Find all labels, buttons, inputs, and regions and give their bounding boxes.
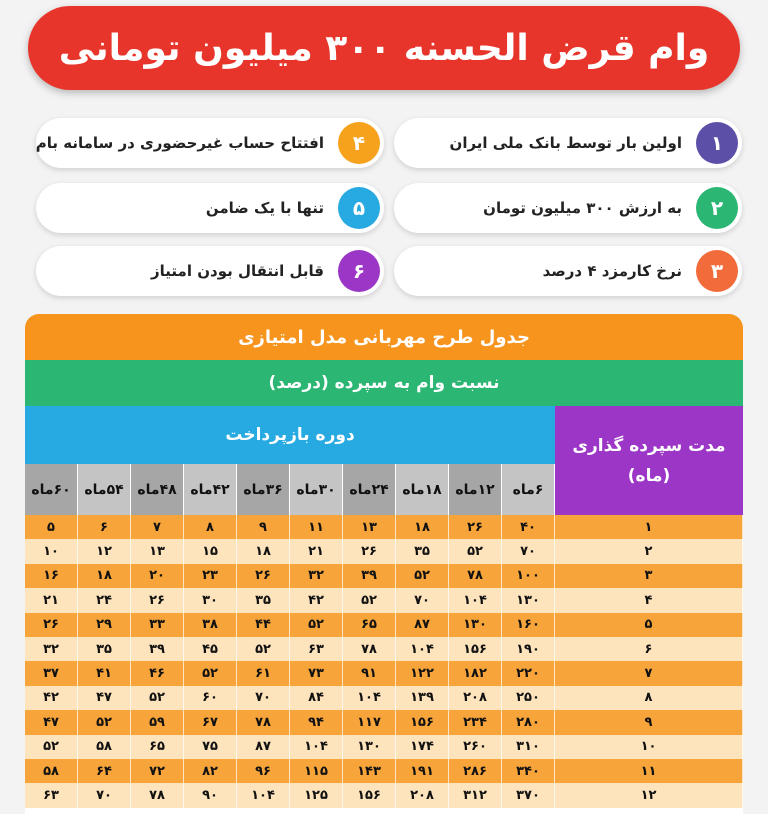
- feature-item-3: [394, 246, 742, 296]
- table-cell: ۲۸۶: [449, 759, 502, 783]
- table-cell: ۱۸۲: [449, 661, 502, 685]
- table-cell: ۱۸: [237, 539, 290, 563]
- table-cell: ۳۷۰: [502, 783, 555, 807]
- table-cell: ۸۴: [290, 686, 343, 710]
- table-cell: ۳۷: [25, 661, 78, 685]
- feature-number-badge: ۵: [338, 187, 380, 229]
- table-cell: ۱۴۳: [343, 759, 396, 783]
- table-cell: ۵۲: [290, 613, 343, 637]
- feature-text: به ارزش ۳۰۰ میلیون تومان: [483, 199, 682, 217]
- table-cell: ۷۰: [237, 686, 290, 710]
- feature-item-2: [394, 183, 742, 233]
- table-cell: ۶۳: [25, 783, 78, 807]
- table-cell: ۲۱: [290, 539, 343, 563]
- column-header: ۴۸ماه: [131, 464, 184, 515]
- table-cell: ۵۲: [396, 564, 449, 588]
- feature-number-badge: ۳: [696, 250, 738, 292]
- table-cell: ۴۱: [78, 661, 131, 685]
- table-cell: ۶۵: [343, 613, 396, 637]
- table-cell: ۱۹۱: [396, 759, 449, 783]
- table-cell: ۴۵: [184, 637, 237, 661]
- table-cell: ۷۳: [290, 661, 343, 685]
- table-cell: ۱۳۰: [343, 735, 396, 759]
- table-cell: ۴۷: [25, 710, 78, 734]
- table-cell: ۲۱: [25, 588, 78, 612]
- table-cell: ۱۰۴: [396, 637, 449, 661]
- table-title: جدول طرح مهربانی مدل امتیازی: [25, 314, 743, 360]
- table-row-period: ۱۰: [555, 735, 743, 759]
- table-cell: ۵۲: [343, 588, 396, 612]
- table-cell: ۲۸۰: [502, 710, 555, 734]
- table-row-period: ۱۲: [555, 783, 743, 807]
- table-cell: ۳۵: [237, 588, 290, 612]
- table-cell: ۸۷: [396, 613, 449, 637]
- table-cell: ۱۸: [396, 515, 449, 539]
- feature-number-badge: ۱: [696, 122, 738, 164]
- table-cell: ۴۲: [290, 588, 343, 612]
- feature-item-4: [36, 118, 384, 168]
- table-row-period: ۱۱: [555, 759, 743, 783]
- deposit-period-unit: (ماه): [627, 465, 671, 486]
- table-cell: ۵۸: [25, 759, 78, 783]
- table-cell: ۳۱۲: [449, 783, 502, 807]
- feature-item-5: [36, 183, 384, 233]
- table-cell: ۷۲: [131, 759, 184, 783]
- page-title: وام قرض الحسنه ۳۰۰ میلیون تومانی: [58, 27, 710, 69]
- table-row-period: ۵: [555, 613, 743, 637]
- table-row-period: ۹: [555, 710, 743, 734]
- table-cell: ۱۶: [25, 564, 78, 588]
- table-cell: ۳۱۰: [502, 735, 555, 759]
- deposit-period-label: مدت سپرده گذاری: [572, 435, 726, 456]
- column-header: ۳۰ماه: [290, 464, 343, 515]
- table-cell: ۲۰۸: [449, 686, 502, 710]
- column-header: ۱۸ماه: [396, 464, 449, 515]
- table-cell: ۷۸: [237, 710, 290, 734]
- table-cell: ۹۴: [290, 710, 343, 734]
- table-cell: ۱۱۵: [290, 759, 343, 783]
- table-cell: ۶۳: [290, 637, 343, 661]
- table-cell: ۷: [131, 515, 184, 539]
- repayment-period-header: دوره بازپرداخت: [25, 406, 555, 464]
- table-cell: ۱۳۰: [502, 588, 555, 612]
- table-cell: ۲۴: [78, 588, 131, 612]
- table-cell: ۴۶: [131, 661, 184, 685]
- table-cell: ۲۰: [131, 564, 184, 588]
- table-cell: ۶۵: [131, 735, 184, 759]
- table-cell: ۲۵۰: [502, 686, 555, 710]
- table-cell: ۸۲: [184, 759, 237, 783]
- feature-text: قابل انتقال بودن امتیاز: [151, 262, 324, 280]
- table-cell: ۵۲: [131, 686, 184, 710]
- table-cell: ۷۵: [184, 735, 237, 759]
- table-cell: ۱۵۶: [449, 637, 502, 661]
- table-cell: ۱۳۰: [449, 613, 502, 637]
- table-cell: ۶: [78, 515, 131, 539]
- table-cell: ۲۶: [25, 613, 78, 637]
- table-cell: ۱۱۷: [343, 710, 396, 734]
- table-cell: ۳۲: [25, 637, 78, 661]
- feature-text: تنها با یک ضامن: [205, 199, 324, 217]
- table-row-period: ۴: [555, 588, 743, 612]
- table-subtitle: نسبت وام به سپرده (درصد): [25, 360, 743, 406]
- table-cell: ۱۸: [78, 564, 131, 588]
- column-header: ۳۶ماه: [237, 464, 290, 515]
- table-cell: ۲۹: [78, 613, 131, 637]
- table-cell: ۶۱: [237, 661, 290, 685]
- table-row-period: ۲: [555, 539, 743, 563]
- table-cell: ۶۰: [184, 686, 237, 710]
- table-row-period: ۱: [555, 515, 743, 539]
- table-cell: ۶۴: [78, 759, 131, 783]
- feature-text: اولین بار توسط بانک ملی ایران: [449, 134, 682, 152]
- table-cell: ۱۲۲: [396, 661, 449, 685]
- table-cell: ۲۶: [343, 539, 396, 563]
- table-cell: ۷۰: [78, 783, 131, 807]
- table-cell: ۵۲: [237, 637, 290, 661]
- feature-number-badge: ۶: [338, 250, 380, 292]
- table-cell: ۳۸: [184, 613, 237, 637]
- feature-text: نرخ کارمزد ۴ درصد: [542, 262, 682, 280]
- column-header: ۶۰ماه: [25, 464, 78, 515]
- feature-number-badge: ۴: [338, 122, 380, 164]
- table-row-period: ۶: [555, 637, 743, 661]
- table-cell: ۱۲۵: [290, 783, 343, 807]
- table-cell: ۹۶: [237, 759, 290, 783]
- table-cell: ۷۸: [131, 783, 184, 807]
- table-cell: ۱۶۰: [502, 613, 555, 637]
- table-cell: ۴۷: [78, 686, 131, 710]
- table-cell: ۴۴: [237, 613, 290, 637]
- table-cell: ۳۲: [290, 564, 343, 588]
- table-cell: ۱۰۴: [237, 783, 290, 807]
- table-row-period: ۷: [555, 661, 743, 685]
- table-cell: ۱۰۴: [343, 686, 396, 710]
- table-cell: ۲۲۰: [502, 661, 555, 685]
- table-cell: ۲۳۴: [449, 710, 502, 734]
- table-cell: ۱۵: [184, 539, 237, 563]
- table-cell: ۱۹۰: [502, 637, 555, 661]
- table-cell: ۵۸: [78, 735, 131, 759]
- table-cell: ۳۴۰: [502, 759, 555, 783]
- table-cell: ۷۸: [449, 564, 502, 588]
- table-cell: ۷۰: [396, 588, 449, 612]
- table-cell: ۵۲: [25, 735, 78, 759]
- table-cell: ۹۱: [343, 661, 396, 685]
- table-cell: ۳۵: [396, 539, 449, 563]
- column-header: ۴۲ماه: [184, 464, 237, 515]
- table-cell: ۳۵: [78, 637, 131, 661]
- table-cell: ۱۷۴: [396, 735, 449, 759]
- table-cell: ۱۰۰: [502, 564, 555, 588]
- table-cell: ۱۰۴: [290, 735, 343, 759]
- table-cell: ۹: [237, 515, 290, 539]
- column-header: ۵۴ماه: [78, 464, 131, 515]
- table-cell: ۵۲: [449, 539, 502, 563]
- table-cell: ۲۶: [131, 588, 184, 612]
- table-cell: ۵۲: [78, 710, 131, 734]
- table-cell: ۳۹: [343, 564, 396, 588]
- table-cell: ۱۲: [78, 539, 131, 563]
- table-cell: ۹۰: [184, 783, 237, 807]
- table-cell: ۲۳: [184, 564, 237, 588]
- deposit-period-header: [555, 406, 743, 515]
- table-cell: ۱۵۶: [343, 783, 396, 807]
- table-cell: ۳۹: [131, 637, 184, 661]
- column-header: ۶ماه: [502, 464, 555, 515]
- table-cell: ۱۵۶: [396, 710, 449, 734]
- table-cell: ۱۳۹: [396, 686, 449, 710]
- column-header: ۱۲ماه: [449, 464, 502, 515]
- table-cell: ۴۰: [502, 515, 555, 539]
- table-cell: ۱۰۴: [449, 588, 502, 612]
- table-cell: ۵۹: [131, 710, 184, 734]
- table-row-period: ۳: [555, 564, 743, 588]
- table-cell: ۱۱: [290, 515, 343, 539]
- table-cell: ۵: [25, 515, 78, 539]
- loan-ratio-table: [25, 314, 743, 814]
- column-header: ۲۴ماه: [343, 464, 396, 515]
- table-cell: ۱۰: [25, 539, 78, 563]
- table-cell: ۳۳: [131, 613, 184, 637]
- page-title-banner: [28, 6, 740, 90]
- table-cell: ۲۶: [237, 564, 290, 588]
- table-cell: ۲۶: [449, 515, 502, 539]
- feature-text: افتتاح حساب غیرحضوری در سامانه بام: [35, 134, 324, 152]
- table-cell: ۷۸: [343, 637, 396, 661]
- feature-item-6: [36, 246, 384, 296]
- feature-item-1: [394, 118, 742, 168]
- table-cell: ۷۰: [502, 539, 555, 563]
- table-cell: ۱۳: [131, 539, 184, 563]
- table-cell: ۴۲: [25, 686, 78, 710]
- table-cell: ۲۰۸: [396, 783, 449, 807]
- table-row-period: ۸: [555, 686, 743, 710]
- table-cell: ۱۳: [343, 515, 396, 539]
- feature-number-badge: ۲: [696, 187, 738, 229]
- table-cell: ۵۲: [184, 661, 237, 685]
- table-cell: ۸: [184, 515, 237, 539]
- table-cell: ۳۰: [184, 588, 237, 612]
- table-cell: ۲۶۰: [449, 735, 502, 759]
- table-cell: ۸۷: [237, 735, 290, 759]
- table-cell: ۶۷: [184, 710, 237, 734]
